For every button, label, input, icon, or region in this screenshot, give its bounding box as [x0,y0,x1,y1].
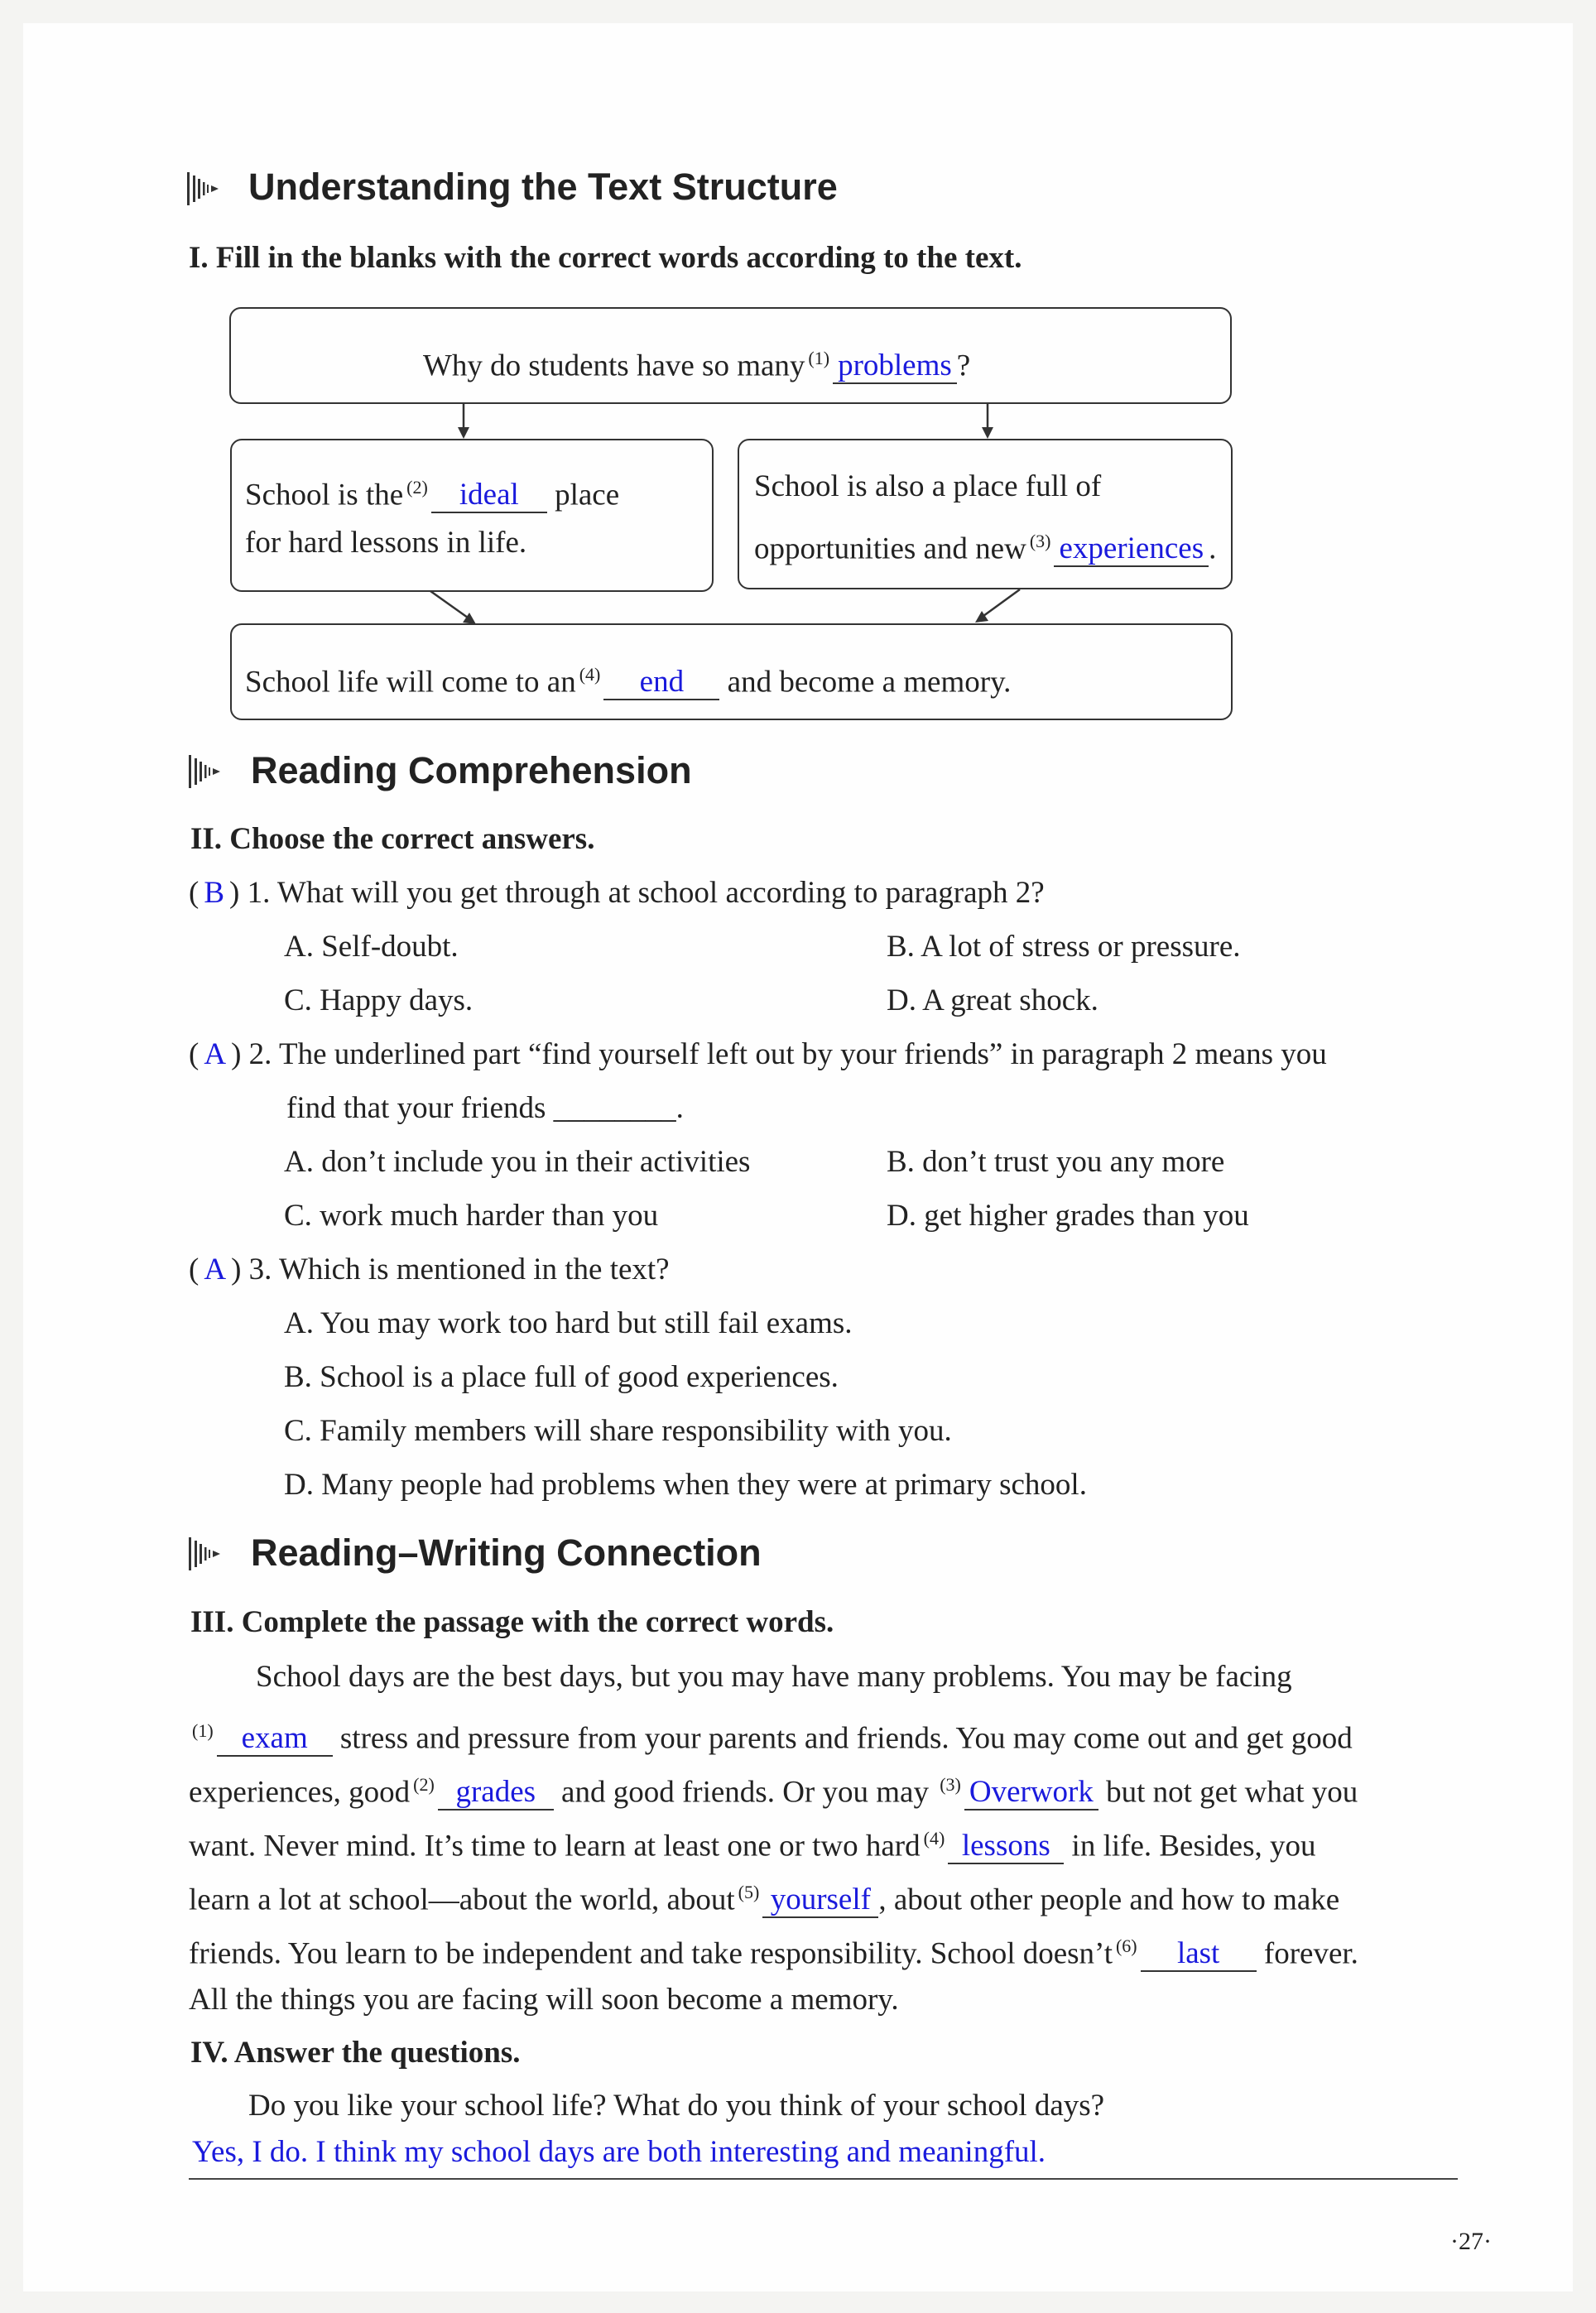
question-2: ( A ) 2. The underlined part “find yourself left out by your friends” in paragraph 2 means you [189,1037,1327,1071]
blank-number: (4) [579,664,601,685]
blank-number: (1) [808,348,830,368]
answer-choice[interactable]: A [204,1037,227,1071]
option: A. don’t include you in their activities [284,1145,751,1179]
flow-text: ? [956,349,971,383]
blank-number: (5) [738,1882,760,1902]
instruction: I. Fill in the blanks with the correct words according to the text. [189,241,1022,275]
answer-choice[interactable]: A [204,1253,227,1286]
flow-text: place [555,478,620,512]
flow-box-bottom [230,623,1233,720]
option: D. get higher grades than you [887,1199,1249,1233]
blank-number: (3) [940,1774,961,1795]
passage-line [189,1713,1353,1757]
answer-blank[interactable]: ideal [431,478,547,513]
flow-box-left [230,439,714,592]
passage-text: forever. [1263,1936,1358,1971]
flow-text: . [1209,531,1217,566]
answer-blank[interactable]: last [1141,1937,1257,1972]
section-heading: Reading–Writing Connection [251,1532,762,1574]
flow-box-top [229,307,1232,404]
blank-number: (4) [923,1828,945,1849]
question-text: Do you like your school life? What do you think of your school days? [248,2089,1105,2123]
passage-text: School days are the best days, but you may have many problems. You may be facing [256,1660,1292,1694]
passage-text: , about other people and how to make [878,1883,1340,1917]
passage-text: want. Never mind. It’s time to learn at least one or two hard [189,1829,921,1863]
arrow-down-icon [975,404,1000,440]
question-text: 1. What will you get through at school according to paragraph 2? [247,876,1045,910]
answer-blank[interactable]: yourself [762,1883,878,1918]
blank-number: (6) [1115,1936,1137,1956]
blank-number: (2) [406,477,428,498]
passage-text: friends. You learn to be independent and take responsibility. School doesn’t [189,1936,1113,1971]
passage-text: All the things you are facing will soon become a memory. [189,1983,899,2017]
blank-number: (1) [192,1720,214,1741]
section-marker-icon [187,171,220,207]
option: D. Many people had problems when they were at primary school. [284,1468,1087,1502]
passage-text: and good friends. Or you may [561,1775,929,1810]
option: B. School is a place full of good experiences. [284,1360,839,1394]
flow-text: for hard lessons in life. [245,526,527,560]
page-number: ·27· [1450,2228,1492,2255]
flow-text: and become a memory. [727,665,1012,700]
question-3: ( A ) 3. Which is mentioned in the text? [189,1253,670,1286]
instruction: IV. Answer the questions. [190,2036,521,2070]
passage-line [189,1767,1358,1810]
flow-text: opportunities and new [754,531,1026,566]
blank-number: (3) [1029,531,1051,551]
passage-line [189,1820,1315,1864]
option: A. You may work too hard but still fail exams. [284,1306,853,1340]
blank-number: (2) [413,1774,435,1795]
answer-blank[interactable]: problems [833,349,957,384]
option: B. A lot of stress or pressure. [887,930,1241,964]
arrow-down-icon [451,404,476,440]
passage-line [189,1928,1358,1972]
answer-blank[interactable]: experiences [1054,532,1209,567]
flow-text: School is also a place full of [754,469,1102,503]
answer-blank[interactable]: lessons [948,1830,1064,1864]
passage-text: stress and pressure from your parents and friends. You may come out and get good [339,1721,1353,1756]
option: C. work much harder than you [284,1199,659,1233]
section-marker-icon [189,753,222,790]
question-text: 3. Which is mentioned in the text? [248,1253,670,1286]
arrow-diagonal-icon [969,588,1026,624]
instruction: II. Choose the correct answers. [190,822,595,856]
option: A. Self-doubt. [284,930,459,964]
question-text: 2. The underlined part “find yourself left out by your friends” in paragraph 2 means you [248,1037,1327,1071]
section-marker-icon [189,1536,222,1572]
answer-blank[interactable]: Overwork [964,1776,1098,1810]
option: B. don’t trust you any more [887,1145,1225,1179]
instruction: III. Complete the passage with the correct words. [190,1605,834,1639]
passage-text: but not get what you [1106,1775,1358,1810]
answer-blank[interactable]: end [603,666,719,700]
passage-line [189,1874,1339,1918]
answer-line [189,2178,1458,2180]
flow-text: Why do students have so many [423,349,805,383]
answer-blank[interactable]: exam [217,1722,333,1757]
passage-text: learn a lot at school—about the world, about [189,1883,735,1917]
section-heading: Reading Comprehension [251,749,692,791]
answer-blank[interactable]: grades [438,1776,554,1810]
section-heading: Understanding the Text Structure [248,166,838,208]
option: C. Happy days. [284,983,474,1017]
answer-text[interactable]: Yes, I do. I think my school days are both interesting and meaningful. [192,2135,1046,2169]
question-1: ( B ) 1. What will you get through at school according to paragraph 2? [189,876,1045,910]
flow-box-right [738,439,1233,589]
answer-choice[interactable]: B [204,876,225,910]
question-text: find that your friends ________. [286,1091,684,1125]
flow-text: School is the [245,478,404,512]
option: C. Family members will share responsibility with you. [284,1414,952,1448]
passage-text: in life. Besides, you [1071,1829,1316,1863]
option: D. A great shock. [887,983,1098,1017]
flow-text: School life will come to an [245,665,576,700]
passage-text: experiences, good [189,1775,411,1810]
arrow-diagonal-icon [426,589,484,626]
